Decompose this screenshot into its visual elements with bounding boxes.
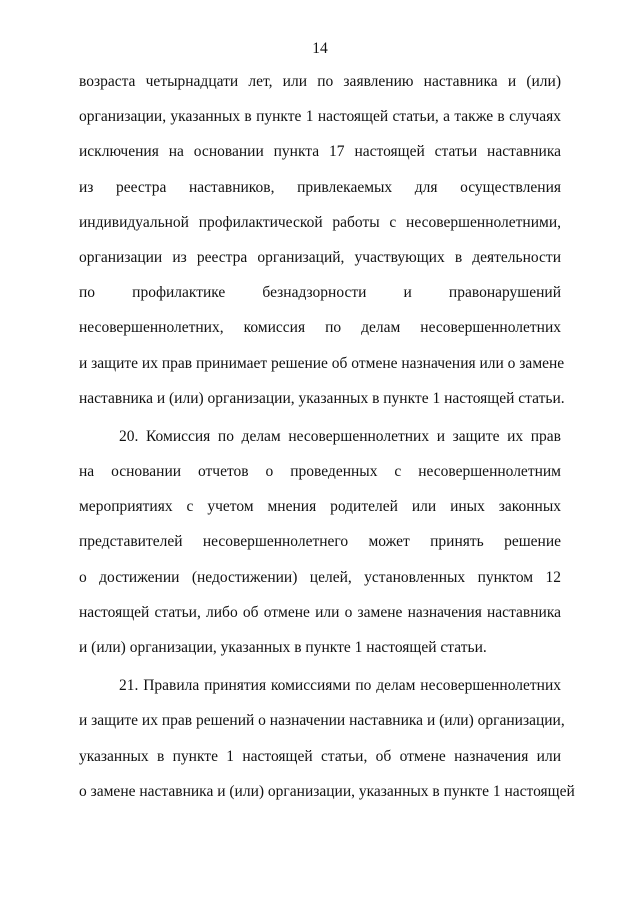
text-line: организации из реестра организаций, участвующих в деятельности [79, 248, 561, 266]
text-line: организации, указанных в пункте 1 настоящей статьи, а также в случаях [79, 108, 561, 126]
text-line: и защите их прав принимает решение об отмене назначения или о замене [79, 354, 565, 372]
text-line: возраста четырнадцати лет, или по заявлению наставника и (или) [79, 73, 561, 90]
text-line: несовершеннолетних, комиссия по делам несовершеннолетних [79, 319, 561, 337]
text-line: 20. Комиссия по делам несовершеннолетних и защите их прав [119, 427, 561, 445]
text-line: из реестра наставников, привлекаемых для осуществления [79, 178, 561, 196]
document-body [79, 64, 575, 809]
text-line: индивидуальной профилактической работы с несовершеннолетними, [79, 213, 561, 231]
text-line: мероприятиях с учетом мнения родителей или иных законных [79, 498, 561, 516]
page-number: 14 [312, 40, 328, 57]
text-line: 21. Правила принятия комиссиями по делам несовершеннолетних [119, 677, 561, 695]
paragraph-20 [79, 419, 561, 665]
text-line: и (или) организации, указанных в пункте 1 настоящей статьи. [79, 639, 487, 656]
text-line: исключения на основании пункта 17 настоящей статьи наставника [79, 143, 561, 161]
text-line: о достижении (недостижении) целей, установленных пунктом 12 [79, 568, 561, 586]
text-line: по профилактике безнадзорности и правонарушений [79, 284, 561, 302]
text-line: настоящей статьи, либо об отмене или о замене назначения наставника [79, 603, 561, 621]
text-line: указанных в пункте 1 настоящей статьи, об отмене назначения или [79, 747, 561, 765]
text-line: и защите их прав решений о назначении наставника и (или) организации, [79, 712, 565, 730]
text-line: о замене наставника и (или) организации, указанных в пункте 1 настоящей [79, 782, 575, 800]
paragraph-21 [79, 668, 575, 809]
text-line: наставника и (или) организации, указанных в пункте 1 настоящей статьи. [79, 389, 565, 407]
text-line: представителей несовершеннолетнего может принять решение [79, 533, 561, 551]
text-line: на основании отчетов о проведенных с несовершеннолетним [79, 463, 561, 481]
paragraph-continuation [79, 64, 565, 416]
